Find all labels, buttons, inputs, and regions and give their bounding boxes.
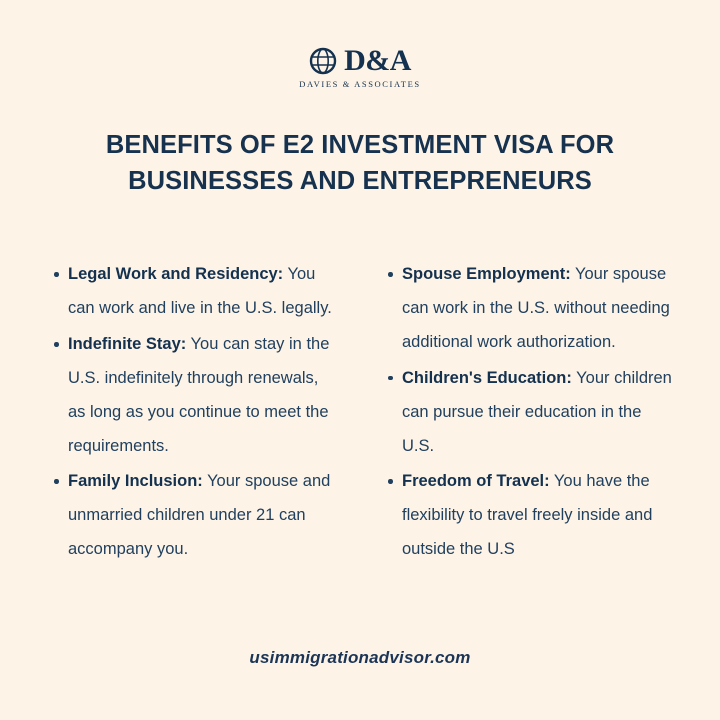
benefits-column-right (382, 258, 672, 568)
list-item-lead: Family Inclusion: (68, 472, 203, 491)
list-item-text: Your children can pursue their education in the U.S. (402, 368, 672, 455)
list-item (402, 362, 672, 463)
list-item-text: You have the flexibility to travel freely inside and outside the U.S (402, 472, 653, 558)
list-item-lead: Freedom of Travel: (402, 472, 550, 491)
list-item-text: You can work and live in the U.S. legally. (68, 265, 332, 318)
logo-row (309, 46, 411, 76)
benefits-columns (48, 258, 672, 568)
benefits-list-right (382, 258, 672, 566)
list-item-lead: Children's Education: (402, 368, 572, 387)
benefits-column-left (48, 258, 338, 568)
logo-tagline: DAVIES & ASSOCIATES (299, 79, 421, 89)
page-title: BENEFITS OF E2 INVESTMENT VISA FOR BUSINESSES AND ENTREPRENEURS (105, 131, 615, 196)
list-item-lead: Legal Work and Residency: (68, 265, 284, 284)
benefits-list-left (48, 258, 338, 566)
footer-website[interactable]: usimmigrationadvisor.com (249, 648, 471, 667)
logo-wordmark: D&A (344, 44, 411, 77)
list-item (68, 328, 338, 463)
list-item (402, 465, 672, 566)
list-item (402, 258, 672, 359)
list-item-text: Your spouse can work in the U.S. without needing additional work authorization. (402, 265, 670, 352)
list-item (68, 258, 338, 326)
list-item-text: You can stay in the U.S. indefinitely through renewals, as long as you continue to meet the requirements. (68, 335, 330, 455)
list-item-lead: Spouse Employment: (402, 265, 571, 284)
list-item-lead: Indefinite Stay: (68, 335, 187, 354)
list-item-text: Your spouse and unmarried children under 21 can accompany you. (68, 472, 331, 558)
brand-logo (299, 46, 420, 89)
globe-icon (309, 46, 339, 76)
list-item (68, 465, 338, 566)
